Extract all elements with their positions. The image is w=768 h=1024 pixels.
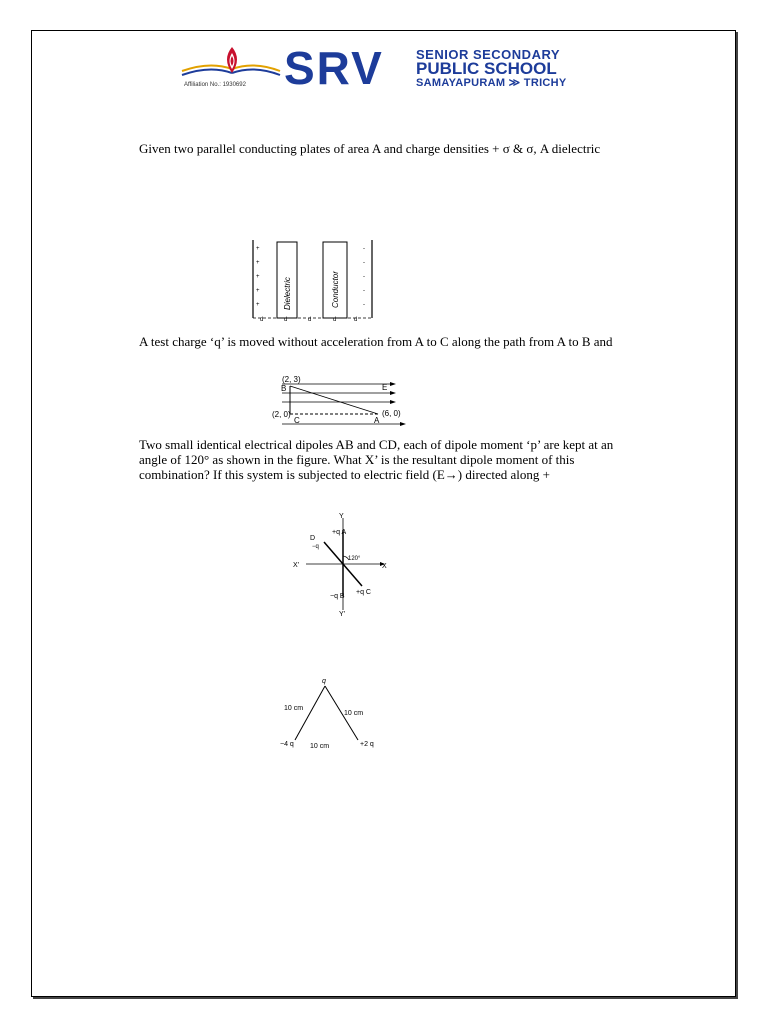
fig3-label-c: +q C <box>356 589 371 596</box>
fig3-axis-x: X <box>382 563 387 570</box>
svg-text:-: - <box>363 302 365 308</box>
fig3-angle: 120° <box>348 556 361 562</box>
svg-text:-: - <box>363 274 365 280</box>
fig4-right-side: 10 cm <box>344 710 364 717</box>
figure-path <box>270 372 410 430</box>
fig2-label-a: A <box>374 416 380 425</box>
fig4-right-charge: +2 q <box>360 741 374 748</box>
fig2-label-c: C <box>294 416 300 425</box>
figure-dipoles <box>288 510 398 616</box>
fig1-mark-3: d <box>308 317 312 323</box>
fig2-label-e: E <box>382 383 388 392</box>
question-3-text <box>139 437 669 482</box>
fig3-axis-x-neg: X' <box>293 562 300 569</box>
affiliation-number: Affiliation No.: 1930692 <box>184 82 246 88</box>
svg-text:+: + <box>256 260 260 266</box>
fig2-point-b: (2, 3) <box>282 375 301 384</box>
question-1-text: Given two parallel conducting plates of area A and charge densities + σ & σ, A dielectric <box>139 141 601 156</box>
svg-text:+: + <box>256 274 260 280</box>
fig4-left-charge: −4 q <box>280 741 294 748</box>
question-2-text: A test charge ‘q’ is moved without acceleration from A to C along the path from A to B and <box>139 334 613 349</box>
school-name-line1: SENIOR SECONDARY <box>416 47 561 62</box>
fig2-point-c: (2, 0) <box>272 410 291 419</box>
fig1-mark-1: d <box>260 317 264 323</box>
fig4-left-side: 10 cm <box>284 705 304 712</box>
school-header <box>180 42 600 95</box>
fig3-axis-y: Y <box>339 513 344 520</box>
question-3-line2: angle of 120° as shown in the figure. What X’ is the resultant dipole moment of this <box>139 452 575 467</box>
svg-text:-: - <box>363 260 365 266</box>
svg-text:-: - <box>363 288 365 294</box>
school-name-line2: PUBLIC SCHOOL <box>416 59 557 78</box>
school-name <box>416 48 567 90</box>
school-name-line3: SAMAYAPURAM ≫ TRICHY <box>416 77 567 89</box>
question-3-line3: combination? If this system is subjected to electric field (E→) directed along + <box>139 467 550 482</box>
fig4-top-charge: q <box>322 678 326 685</box>
fig3-label-d-charge: −q <box>312 544 319 550</box>
fig4-base: 10 cm <box>310 743 330 750</box>
fig1-mark-4: d <box>333 317 337 323</box>
figure-triangle <box>280 674 390 754</box>
svg-text:+: + <box>256 302 260 308</box>
fig3-axis-y-neg: Y' <box>339 611 346 616</box>
fig1-mark-2: d <box>284 317 288 323</box>
svg-text:+: + <box>256 288 260 294</box>
fig2-label-b: B <box>281 384 287 393</box>
question-3-line1: Two small identical electrical dipoles AB and CD, each of dipole moment ‘p’ are kept at an <box>139 437 614 452</box>
fig3-label-d: D <box>310 535 316 542</box>
fig2-point-a: (6, 0) <box>382 409 401 418</box>
fig3-label-a: +q A <box>332 529 347 536</box>
fig1-conductor-label: Conductor <box>331 271 340 308</box>
svg-text:+: + <box>256 246 260 252</box>
logo-text: SRV <box>284 42 384 94</box>
figure-plates <box>248 238 380 324</box>
svg-text:-: - <box>363 246 365 252</box>
fig1-dielectric-label: Dielectric <box>283 277 292 310</box>
fig3-label-b: −q B <box>330 593 345 600</box>
school-emblem-icon <box>180 45 282 85</box>
fig1-mark-5: d <box>354 317 358 323</box>
